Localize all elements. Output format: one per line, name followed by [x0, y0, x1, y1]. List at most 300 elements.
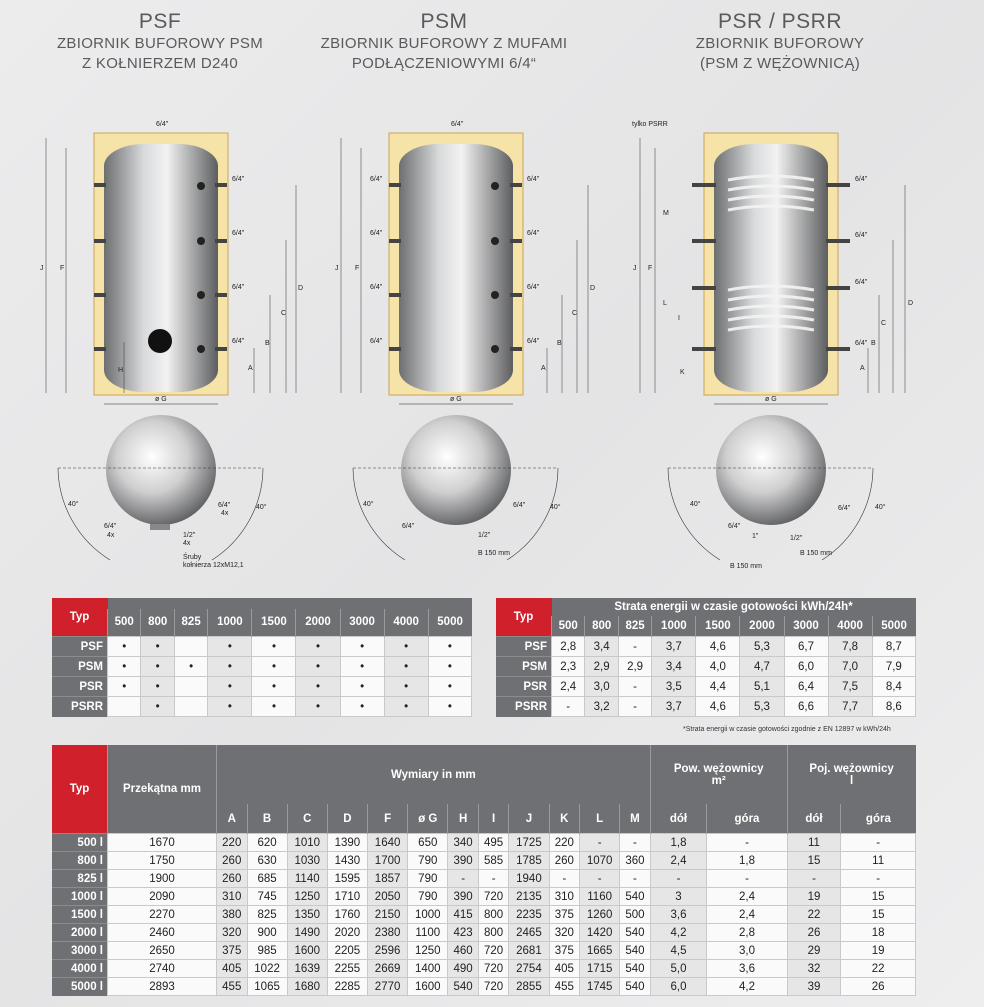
table-cell: •: [252, 677, 296, 697]
table-cell: 2,9: [585, 657, 618, 677]
label-b150: B 150 mm: [730, 563, 762, 570]
table-cell: 540: [620, 924, 651, 942]
table-cell: 4,6: [696, 697, 740, 717]
row-label: 3000 l: [52, 942, 108, 960]
typ-col-headers: [52, 609, 472, 637]
table-cell: 455: [217, 978, 248, 996]
table-cell: •: [208, 637, 252, 657]
tank-body: [104, 144, 218, 392]
table-cell: 490: [448, 960, 479, 978]
table-cell: 540: [448, 978, 479, 996]
label-a: A: [860, 365, 865, 372]
table-cell: -: [618, 637, 651, 657]
label-port: 6/4": [370, 338, 383, 345]
table-cell: 1595: [327, 870, 367, 888]
table-cell: 26: [787, 924, 841, 942]
table-cell: 790: [408, 888, 448, 906]
label-port: 6/4": [855, 340, 868, 347]
label-half: 1/2": [790, 535, 803, 542]
table-cell: 1665: [580, 942, 620, 960]
table-cell: 375: [217, 942, 248, 960]
row-label: PSM: [52, 657, 108, 677]
table-cell: 1260: [580, 906, 620, 924]
table-cell: 375: [549, 942, 580, 960]
table-cell: 2285: [327, 978, 367, 996]
table-cell: 1400: [408, 960, 448, 978]
table-cell: 1,8: [650, 834, 707, 852]
label-port: 6/4": [728, 523, 741, 530]
tank-top-view: [106, 415, 216, 525]
table-cell: 22: [841, 960, 916, 978]
table-cell: 1390: [327, 834, 367, 852]
sub-header: góra: [707, 804, 787, 833]
label-b150: B 150 mm: [478, 550, 510, 557]
pow-unit: m²: [711, 774, 726, 787]
tank-diagrams: [0, 110, 984, 585]
label-port: 6/4": [527, 284, 540, 291]
table-cell: [174, 637, 207, 657]
table-cell: •: [174, 657, 207, 677]
table-cell: 1700: [368, 852, 408, 870]
loss-table: [496, 598, 916, 717]
table-cell: 460: [448, 942, 479, 960]
table-cell: 720: [478, 978, 509, 996]
table-row: [52, 888, 916, 906]
table-cell: 1420: [580, 924, 620, 942]
table-cell: •: [428, 697, 471, 717]
loss-note: *Strata energii w czasie gotowości zgodnie z EN 12897 w kWh/24h: [683, 726, 891, 733]
loss-body: [496, 637, 916, 717]
typ-header: Typ: [496, 598, 552, 637]
table-cell: -: [618, 697, 651, 717]
table-row: [52, 978, 916, 996]
table-cell: 220: [549, 834, 580, 852]
table-cell: 6,0: [650, 978, 707, 996]
label-port: 6/4": [232, 176, 245, 183]
label-d: D: [590, 285, 596, 292]
col-header: ø G: [408, 804, 448, 833]
table-cell: •: [252, 697, 296, 717]
table-cell: 405: [217, 960, 248, 978]
label-port: 6/4": [527, 176, 540, 183]
table-cell: 985: [247, 942, 287, 960]
col-header: 2000: [740, 616, 784, 637]
table-cell: 3,7: [652, 637, 696, 657]
table-cell: 900: [247, 924, 287, 942]
table-cell: 1680: [287, 978, 327, 996]
label-c: C: [281, 310, 287, 317]
col-header: 3000: [340, 609, 384, 637]
col-header: 500: [108, 609, 141, 637]
table-cell: 1065: [247, 978, 287, 996]
poj-label: Poj. wężownicy: [809, 762, 894, 775]
table-cell: 3: [650, 888, 707, 906]
label-f: F: [60, 265, 65, 272]
table-cell: -: [707, 834, 787, 852]
row-label: 500 l: [52, 834, 108, 852]
table-cell: 390: [448, 888, 479, 906]
table-cell: •: [296, 637, 340, 657]
table-cell: •: [141, 637, 174, 657]
table-cell: 6,7: [784, 637, 828, 657]
table-cell: 2,8: [707, 924, 787, 942]
table-cell: 585: [478, 852, 509, 870]
table-cell: 2,4: [650, 852, 707, 870]
table-cell: 2090: [108, 888, 217, 906]
table-cell: 540: [620, 978, 651, 996]
table-cell: 220: [217, 834, 248, 852]
table-cell: 5,3: [740, 637, 784, 657]
table-cell: •: [108, 637, 141, 657]
table-cell: 2,4: [707, 888, 787, 906]
table-cell: 1600: [408, 978, 448, 996]
table-cell: •: [208, 657, 252, 677]
label-top: 6/4": [156, 121, 169, 128]
table-cell: 15: [787, 852, 841, 870]
table-cell: 2681: [509, 942, 549, 960]
table-cell: 260: [549, 852, 580, 870]
row-label: 1000 l: [52, 888, 108, 906]
col-header: L: [580, 804, 620, 833]
table-cell: 650: [408, 834, 448, 852]
table-cell: •: [108, 657, 141, 677]
table-cell: 1670: [108, 834, 217, 852]
table-cell: 1760: [327, 906, 367, 924]
table-cell: 1350: [287, 906, 327, 924]
label-40: 40°: [256, 504, 267, 511]
table-cell: 4,5: [650, 942, 707, 960]
table-cell: 4,4: [696, 677, 740, 697]
table-cell: [108, 697, 141, 717]
table-cell: 2596: [368, 942, 408, 960]
table-cell: 720: [478, 942, 509, 960]
table-cell: 800: [478, 906, 509, 924]
label-port: 6/4": [370, 176, 383, 183]
col-header: 825: [618, 616, 651, 637]
label-40: 40°: [550, 504, 561, 511]
table-cell: 1430: [327, 852, 367, 870]
table-cell: 2,4: [707, 906, 787, 924]
table-cell: 260: [217, 852, 248, 870]
table-cell: -: [448, 870, 479, 888]
row-label: PSF: [496, 637, 552, 657]
table-cell: -: [618, 677, 651, 697]
col-header: J: [509, 804, 549, 833]
table-cell: 340: [448, 834, 479, 852]
header-title: PSR / PSRR: [717, 10, 843, 33]
col-header: F: [368, 804, 408, 833]
label-d: D: [298, 285, 304, 292]
col-header: 825: [174, 609, 207, 637]
table-row: [52, 834, 916, 852]
col-header: 5000: [428, 609, 471, 637]
table-cell: 360: [620, 852, 651, 870]
label-port: 6/4": [855, 232, 868, 239]
table-cell: •: [141, 677, 174, 697]
row-label: 2000 l: [52, 924, 108, 942]
label-top: 6/4": [451, 121, 464, 128]
header-psf: [0, 10, 320, 74]
table-cell: [174, 677, 207, 697]
col-header: M: [620, 804, 651, 833]
table-cell: 1030: [287, 852, 327, 870]
header-line1: ZBIORNIK BUFOROWY Z MUFAMI: [320, 35, 568, 52]
table-cell: 1900: [108, 870, 217, 888]
table-cell: 3,4: [585, 637, 618, 657]
table-cell: 2380: [368, 924, 408, 942]
table-cell: 2770: [368, 978, 408, 996]
table-cell: 720: [478, 888, 509, 906]
row-label: PSF: [52, 637, 108, 657]
tank-psr: [632, 121, 913, 570]
tank-psf: [40, 121, 303, 569]
col-header: 500: [552, 616, 585, 637]
label-port: 6/4": [370, 230, 383, 237]
table-cell: 2255: [327, 960, 367, 978]
table-cell: 1940: [509, 870, 549, 888]
tank-top-view: [716, 415, 826, 525]
table-cell: 4,6: [696, 637, 740, 657]
table-row: [52, 942, 916, 960]
table-cell: •: [141, 697, 174, 717]
table-cell: 1639: [287, 960, 327, 978]
label-screws2: kołnierza 12xM12,1: [183, 562, 244, 569]
label-f: F: [648, 265, 653, 272]
table-cell: 405: [549, 960, 580, 978]
table-cell: 540: [620, 888, 651, 906]
col-header: 1500: [252, 609, 296, 637]
typ-header: Typ: [52, 598, 108, 637]
table-cell: 4,7: [740, 657, 784, 677]
label-screws: Śruby: [183, 554, 202, 561]
col-header: 4000: [384, 609, 428, 637]
table-cell: 800: [478, 924, 509, 942]
table-cell: 19: [787, 888, 841, 906]
table-cell: 320: [549, 924, 580, 942]
table-cell: 6,4: [784, 677, 828, 697]
table-cell: 2150: [368, 906, 408, 924]
table-cell: 3,6: [707, 960, 787, 978]
col-header: 4000: [828, 616, 872, 637]
label-a: A: [541, 365, 546, 372]
table-cell: •: [208, 697, 252, 717]
table-cell: -: [841, 834, 916, 852]
table-cell: •: [384, 637, 428, 657]
typ-table: [52, 598, 472, 717]
table-cell: 310: [549, 888, 580, 906]
table-cell: 32: [787, 960, 841, 978]
table-cell: •: [384, 677, 428, 697]
row-label: PSR: [52, 677, 108, 697]
table-cell: 15: [841, 888, 916, 906]
col-header: 800: [141, 609, 174, 637]
table-cell: •: [252, 657, 296, 677]
table-cell: •: [208, 677, 252, 697]
label-port: 6/4": [104, 523, 117, 530]
table-cell: 7,5: [828, 677, 872, 697]
table-cell: 1140: [287, 870, 327, 888]
table-cell: 29: [787, 942, 841, 960]
table-cell: 2,9: [618, 657, 651, 677]
label-c: C: [881, 320, 887, 327]
loss-col-headers: [496, 616, 916, 637]
label-port: 6/4": [232, 284, 245, 291]
table-cell: 620: [247, 834, 287, 852]
table-row: [496, 657, 916, 677]
table-cell: 1785: [509, 852, 549, 870]
table-cell: 2893: [108, 978, 217, 996]
label-b150: B 150 mm: [800, 550, 832, 557]
table-cell: 1160: [580, 888, 620, 906]
label-c: C: [572, 310, 578, 317]
table-cell: 2020: [327, 924, 367, 942]
table-cell: 8,6: [872, 697, 915, 717]
table-cell: 390: [448, 852, 479, 870]
table-cell: •: [108, 677, 141, 697]
label-g: ø G: [450, 396, 462, 403]
dims-table: [52, 745, 916, 996]
row-label: PSR: [496, 677, 552, 697]
header-line2: PODŁĄCZENIOWYMI 6/4“: [351, 55, 537, 72]
table-cell: 1250: [408, 942, 448, 960]
label-b: B: [871, 340, 876, 347]
table-cell: 2669: [368, 960, 408, 978]
label-port: 6/4": [527, 338, 540, 345]
table-cell: 15: [841, 906, 916, 924]
table-cell: •: [340, 697, 384, 717]
header-title: PSM: [420, 10, 468, 33]
table-cell: 790: [408, 870, 448, 888]
table-cell: 455: [549, 978, 580, 996]
label-j: J: [633, 265, 637, 272]
table-cell: 4,0: [696, 657, 740, 677]
table-cell: •: [340, 657, 384, 677]
table-cell: -: [620, 870, 651, 888]
table-cell: 1010: [287, 834, 327, 852]
table-cell: 5,0: [650, 960, 707, 978]
table-cell: 2,8: [552, 637, 585, 657]
table-cell: 825: [247, 906, 287, 924]
col-header: D: [327, 804, 367, 833]
table-cell: 39: [787, 978, 841, 996]
table-cell: 26: [841, 978, 916, 996]
col-header: 3000: [784, 616, 828, 637]
table-cell: 4,2: [707, 978, 787, 996]
table-cell: 1070: [580, 852, 620, 870]
col-header: 2000: [296, 609, 340, 637]
row-label: PSM: [496, 657, 552, 677]
table-cell: 375: [549, 906, 580, 924]
label-one: 1": [752, 533, 759, 540]
label-h: H: [118, 367, 124, 374]
label-j: J: [40, 265, 44, 272]
table-cell: 2465: [509, 924, 549, 942]
table-cell: 7,0: [828, 657, 872, 677]
col-header: A: [217, 804, 248, 833]
table-cell: 6,6: [784, 697, 828, 717]
col-header: I: [478, 804, 509, 833]
label-a: A: [248, 365, 253, 372]
table-cell: 18: [841, 924, 916, 942]
table-cell: 2754: [509, 960, 549, 978]
table-cell: -: [580, 870, 620, 888]
table-row: [496, 677, 916, 697]
table-cell: 2740: [108, 960, 217, 978]
table-cell: [174, 697, 207, 717]
header-line1: ZBIORNIK BUFOROWY PSM: [56, 35, 264, 52]
label-4x: 4x: [183, 540, 191, 547]
sub-header: dół: [650, 804, 707, 833]
table-cell: 1750: [108, 852, 217, 870]
table-cell: •: [384, 697, 428, 717]
table-cell: 310: [217, 888, 248, 906]
table-cell: 3,7: [652, 697, 696, 717]
table-cell: 2,4: [552, 677, 585, 697]
table-cell: 423: [448, 924, 479, 942]
table-cell: 415: [448, 906, 479, 924]
table-cell: 3,5: [652, 677, 696, 697]
table-cell: 745: [247, 888, 287, 906]
table-cell: 7,9: [872, 657, 915, 677]
table-cell: 1745: [580, 978, 620, 996]
table-cell: 685: [247, 870, 287, 888]
table-cell: •: [384, 657, 428, 677]
wymiary-header: [217, 745, 651, 804]
table-cell: -: [620, 834, 651, 852]
col-header: C: [287, 804, 327, 833]
table-cell: 5,1: [740, 677, 784, 697]
table-cell: 8,7: [872, 637, 915, 657]
label-port: 6/4": [402, 523, 415, 530]
table-row: [52, 657, 472, 677]
row-label: 4000 l: [52, 960, 108, 978]
table-cell: -: [478, 870, 509, 888]
row-label: PSRR: [496, 697, 552, 717]
col-header: K: [549, 804, 580, 833]
table-cell: •: [428, 637, 471, 657]
label-port: 6/4": [527, 230, 540, 237]
table-cell: 1000: [408, 906, 448, 924]
table-cell: -: [650, 870, 707, 888]
table-cell: 2135: [509, 888, 549, 906]
table-cell: 7,7: [828, 697, 872, 717]
table-cell: •: [296, 677, 340, 697]
table-cell: 4,2: [650, 924, 707, 942]
table-row: [52, 677, 472, 697]
table-row: [52, 870, 916, 888]
table-cell: 7,8: [828, 637, 872, 657]
col-header: 5000: [872, 616, 915, 637]
typ-body: [52, 637, 472, 717]
table-cell: 2650: [108, 942, 217, 960]
table-cell: 790: [408, 852, 448, 870]
label-f: F: [355, 265, 360, 272]
dims-body: [52, 834, 916, 996]
label-m: M: [663, 210, 669, 217]
table-cell: 540: [620, 960, 651, 978]
table-row: [52, 852, 916, 870]
table-row: [52, 637, 472, 657]
table-cell: 1715: [580, 960, 620, 978]
label-4x: 4x: [107, 532, 115, 539]
table-cell: 2,3: [552, 657, 585, 677]
loss-title: Strata energii w czasie gotowości kWh/24h*: [552, 598, 916, 616]
label-l: L: [663, 300, 667, 307]
col-header: 1000: [652, 616, 696, 637]
table-cell: •: [340, 637, 384, 657]
pow-header: [650, 745, 787, 804]
col-header: 1500: [696, 616, 740, 637]
